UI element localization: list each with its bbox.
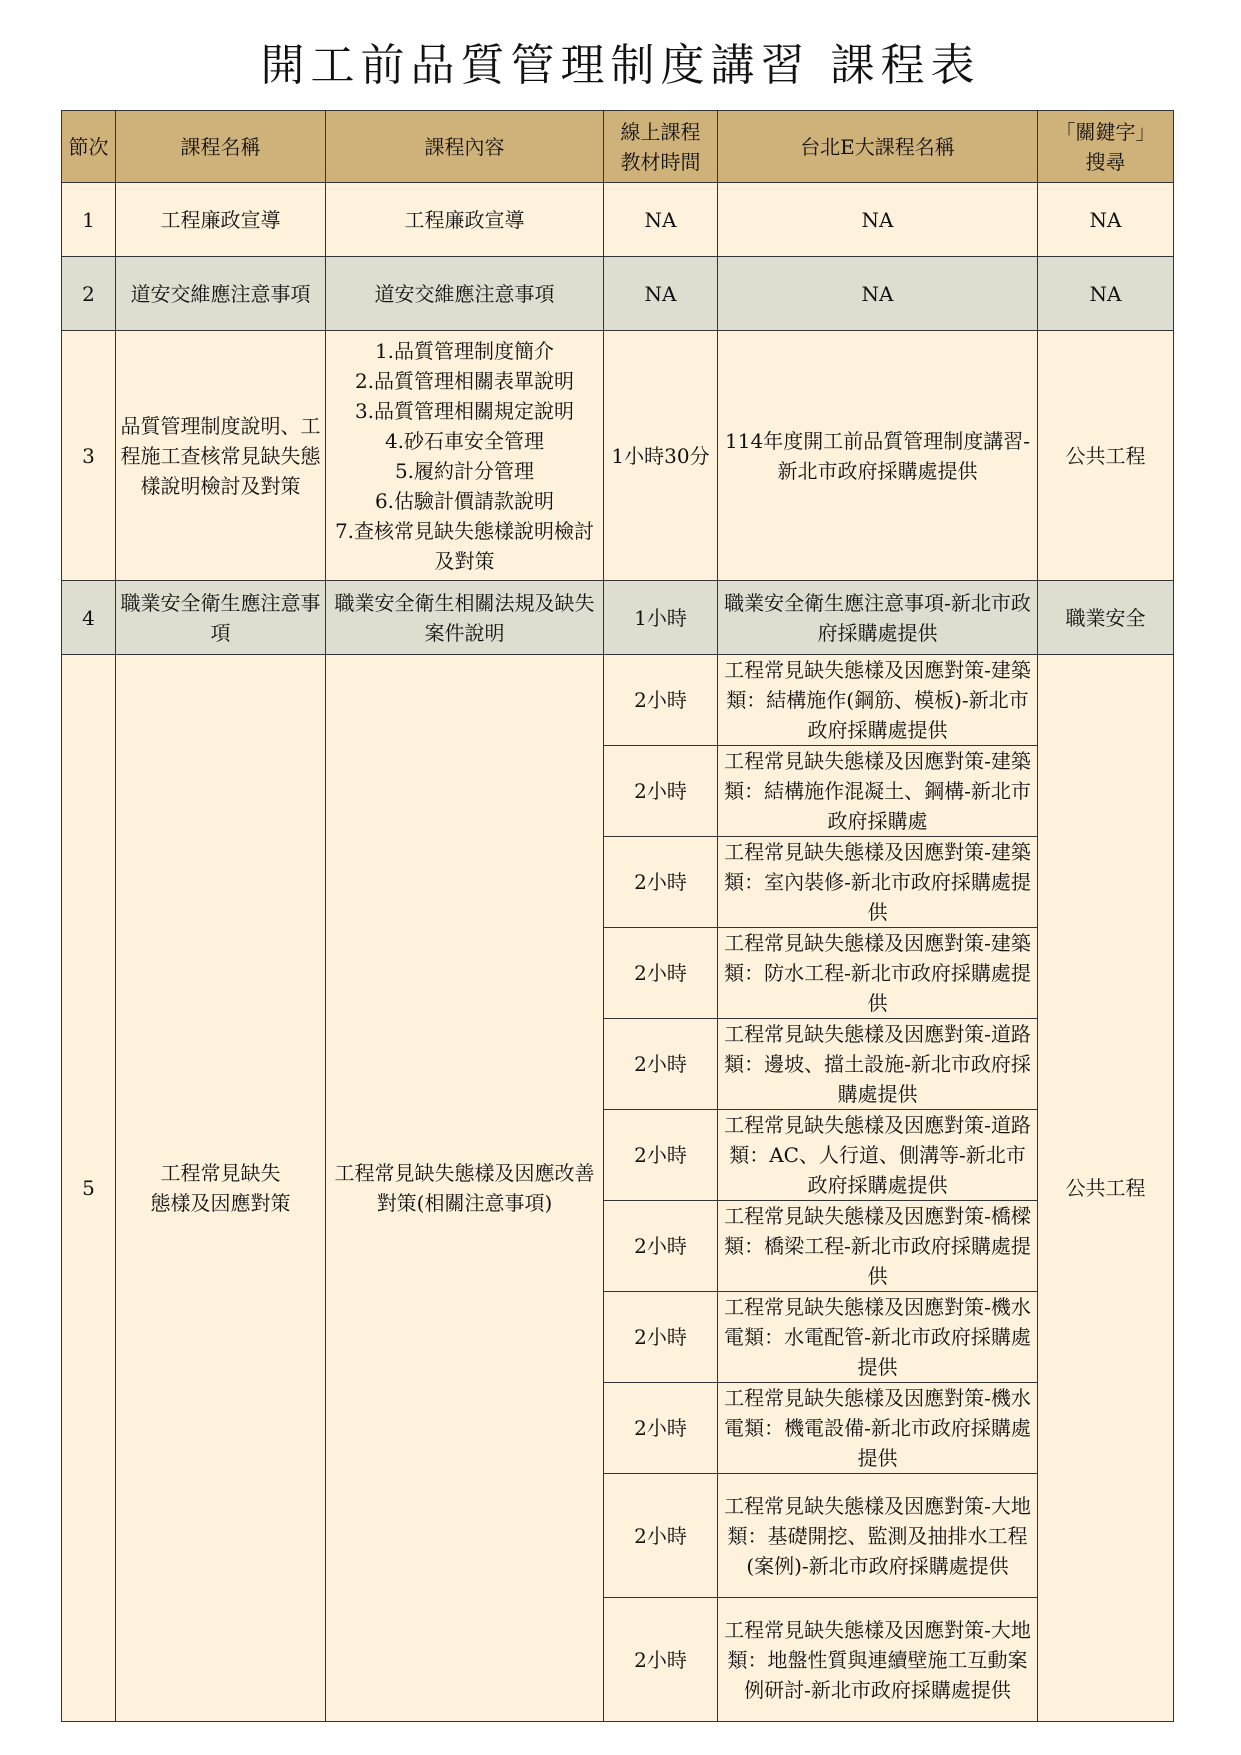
online-time: 2小時 (604, 655, 718, 746)
table-header-row (62, 111, 1174, 183)
taipei-e-course: 工程常見缺失態樣及因應對策-大地類：基礎開挖、監測及抽排水工程(案例)-新北市政府採購處提供 (718, 1474, 1038, 1598)
header-course-name: 課程名稱 (116, 111, 326, 183)
course-content: 工程常見缺失態樣及因應改善對策(相關注意事項) (326, 655, 604, 1722)
online-time: 2小時 (604, 1598, 718, 1722)
table-row (62, 183, 1174, 257)
online-time: 2小時 (604, 746, 718, 837)
online-time: NA (604, 183, 718, 257)
keyword: 職業安全 (1038, 581, 1174, 655)
online-time: NA (604, 257, 718, 331)
online-time: 1小時30分 (604, 331, 718, 581)
online-time: 2小時 (604, 1383, 718, 1474)
keyword: 公共工程 (1038, 331, 1174, 581)
taipei-e-course: 工程常見缺失態樣及因應對策-機水電類：水電配管-新北市政府採購處提供 (718, 1292, 1038, 1383)
header-course-content: 課程內容 (326, 111, 604, 183)
taipei-e-course: 工程常見缺失態樣及因應對策-道路類：AC、人行道、側溝等-新北市政府採購處提供 (718, 1110, 1038, 1201)
session-number: 3 (62, 331, 116, 581)
taipei-e-course: 工程常見缺失態樣及因應對策-道路類：邊坡、擋土設施-新北市政府採購處提供 (718, 1019, 1038, 1110)
taipei-e-course: NA (718, 183, 1038, 257)
online-time: 1小時 (604, 581, 718, 655)
online-time: 2小時 (604, 1201, 718, 1292)
header-taipei-e-course: 台北E大課程名稱 (718, 111, 1038, 183)
course-content: 職業安全衛生相關法規及缺失案件說明 (326, 581, 604, 655)
session-number: 2 (62, 257, 116, 331)
course-name: 品質管理制度說明、工程施工查核常見缺失態樣說明檢討及對策 (116, 331, 326, 581)
course-name: 職業安全衛生應注意事項 (116, 581, 326, 655)
online-time: 2小時 (604, 1110, 718, 1201)
session-number: 5 (62, 655, 116, 1722)
keyword: 公共工程 (1038, 655, 1174, 1722)
taipei-e-course: 工程常見缺失態樣及因應對策-大地類：地盤性質與連續壁施工互動案例研討-新北市政府採購處提供 (718, 1598, 1038, 1722)
table-row (62, 581, 1174, 655)
taipei-e-course: NA (718, 257, 1038, 331)
taipei-e-course: 職業安全衛生應注意事項-新北市政府採購處提供 (718, 581, 1038, 655)
taipei-e-course: 工程常見缺失態樣及因應對策-建築類：防水工程-新北市政府採購處提供 (718, 928, 1038, 1019)
header-online-time: 線上課程 教材時間 (604, 111, 718, 183)
course-content: 道安交維應注意事項 (326, 257, 604, 331)
course-name: 工程常見缺失 態樣及因應對策 (116, 655, 326, 1722)
course-content: 工程廉政宣導 (326, 183, 604, 257)
taipei-e-course: 114年度開工前品質管理制度講習-新北市政府採購處提供 (718, 331, 1038, 581)
course-name: 道安交維應注意事項 (116, 257, 326, 331)
session-number: 4 (62, 581, 116, 655)
keyword: NA (1038, 257, 1174, 331)
course-content: 1.品質管理制度簡介 2.品質管理相關表單說明 3.品質管理相關規定說明 4.砂石車安全管理 5.履約計分管理 6.估驗計價請款說明 7.查核常見缺失態樣說明檢討及對策 (326, 331, 604, 581)
session-number: 1 (62, 183, 116, 257)
taipei-e-course: 工程常見缺失態樣及因應對策-建築類：室內裝修-新北市政府採購處提供 (718, 837, 1038, 928)
online-time: 2小時 (604, 928, 718, 1019)
online-time: 2小時 (604, 1019, 718, 1110)
taipei-e-course: 工程常見缺失態樣及因應對策-建築類：結構施作混凝土、鋼構-新北市政府採購處 (718, 746, 1038, 837)
online-time: 2小時 (604, 1292, 718, 1383)
taipei-e-course: 工程常見缺失態樣及因應對策-橋樑類：橋梁工程-新北市政府採購處提供 (718, 1201, 1038, 1292)
header-session: 節次 (62, 111, 116, 183)
taipei-e-course: 工程常見缺失態樣及因應對策-建築類：結構施作(鋼筋、模板)-新北市政府採購處提供 (718, 655, 1038, 746)
keyword: NA (1038, 183, 1174, 257)
table-row (62, 257, 1174, 331)
course-schedule-table (61, 110, 1174, 1722)
table-row (62, 331, 1174, 581)
table-row (62, 655, 1174, 746)
taipei-e-course: 工程常見缺失態樣及因應對策-機水電類：機電設備-新北市政府採購處提供 (718, 1383, 1038, 1474)
page-title: 開工前品質管理制度講習 課程表 (260, 40, 981, 91)
online-time: 2小時 (604, 1474, 718, 1598)
online-time: 2小時 (604, 837, 718, 928)
course-name: 工程廉政宣導 (116, 183, 326, 257)
header-keyword: 「關鍵字」 搜尋 (1038, 111, 1174, 183)
